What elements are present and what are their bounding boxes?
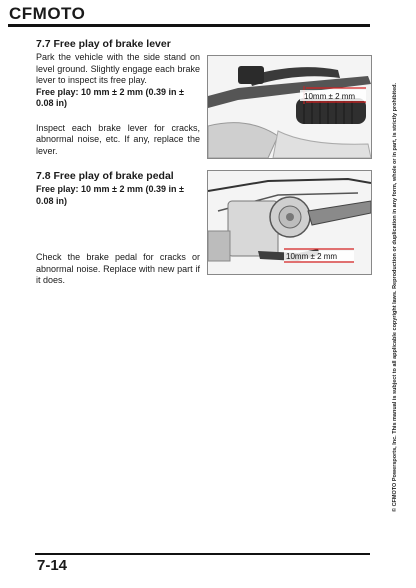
- header-rule: [8, 24, 370, 27]
- pedal-check-text: Check the brake pedal for cracks or abnormal noise. Replace with new part if it does.: [36, 252, 200, 285]
- lever-intro-text: Park the vehicle with the side stand on level ground. Slightly engage each brake lever to inspect its free play.: [36, 52, 200, 85]
- pedal-freeplay-label: 10mm ± 2 mm: [286, 252, 338, 261]
- footer-rule: [35, 553, 370, 555]
- section-brake-pedal: [36, 170, 200, 207]
- brand-title: CFMOTO: [9, 4, 86, 23]
- pedal-freeplay-spec: Free play: 10 mm ± 2 mm (0.39 in ± 0.08 in): [36, 184, 184, 206]
- section-title-brake-pedal: 7.8 Free play of brake pedal: [36, 170, 174, 182]
- lever-inspect-text: Inspect each brake lever for cracks, abnormal noise, etc. If any, replace the lever.: [36, 122, 200, 156]
- brake-pedal-figure: [207, 170, 372, 275]
- section-brake-lever: [36, 38, 200, 157]
- copyright-notice: © CFMOTO Powersports, Inc. This manual is subject to all applicable copyright laws. Reproduction or duplication in any form, whole or in part, is strictly prohibited.: [392, 82, 398, 512]
- brake-lever-figure: [207, 55, 372, 159]
- section-title-brake-lever: 7.7 Free play of brake lever: [36, 38, 171, 50]
- lever-freeplay-label: 10mm ± 2 mm: [304, 92, 356, 101]
- lever-freeplay-spec: Free play: 10 mm ± 2 mm (0.39 in ± 0.08 in): [36, 86, 184, 108]
- page-number: 7-14: [37, 557, 68, 574]
